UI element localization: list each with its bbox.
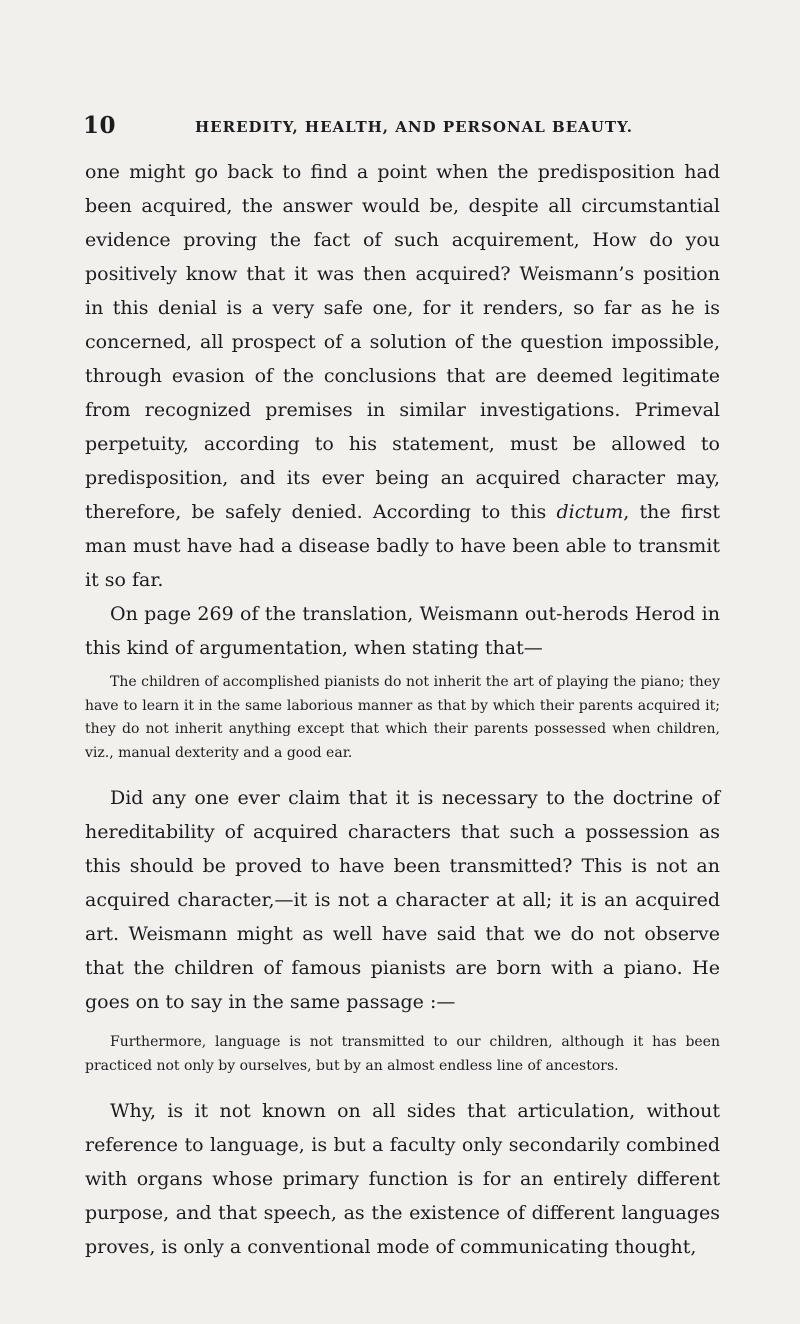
paragraph-1-text-end: , the first man must have had a disease badly to have been able to transmit it so far. [85, 501, 720, 591]
paragraph-1-text-start: one might go back to find a point when the predisposition had been acquired, the answer would be, despite all circumstantial evidence proving the fact of such acquirement, How do you positively know that it was then acquired? Weismann’s position in this denial is a very safe one, for it renders, so far as he is concerned, all prospect of a solution of the question impossible, through evasion of the conclusions that are deemed legitimate from recognized premises in similar investigations. Primeval perpetuity, according to his statement, must be allowed to predisposition, and its ever being an acquired character may, therefore, be safely denied. According to this [85, 161, 720, 523]
paragraph-3: Did any one ever claim that it is necessary to the doctrine of hereditability of acquired characters that such a possession as this should be proved to have been transmitted? This is not an acquired character,—it is not a character at all; it is an acquired art. Weismann might as well have said that we do not observe that the children of famous pianists are born with a piano. He goes on to say in the same passage :— [85, 787, 720, 1013]
paragraph-1-italic-term: dictum [556, 501, 624, 523]
paragraph-2: On page 269 of the translation, Weismann out-herods Herod in this kind of argumentation, when stating that— [85, 603, 720, 659]
paragraph-4: Why, is it not known on all sides that articulation, without reference to language, is but a faculty only secondarily combined with organs whose primary function is for an entirely different purpose, and that speech, as the existence of different languages proves, is only a conventional mode of communicating thought, [85, 1100, 720, 1258]
block-quote-2: Furthermore, language is not transmitted to our children, although it has been practiced not only by ourselves, but by an almost endless line of ancestors. [85, 1034, 720, 1074]
page-number: 10 [83, 112, 117, 139]
block-quote-1: The children of accomplished pianists do not inherit the art of playing the piano; they have to learn it in the same laborious manner as that by which their parents acquired it; they do not inherit anything except that which their parents possessed when children, viz., manual dexterity and a good ear. [85, 674, 720, 761]
running-title: HEREDITY, HEALTH, AND PERSONAL BEAUTY. [195, 118, 634, 136]
page-body [85, 155, 720, 1264]
paragraph-1 [85, 155, 720, 597]
page-header [83, 112, 723, 142]
